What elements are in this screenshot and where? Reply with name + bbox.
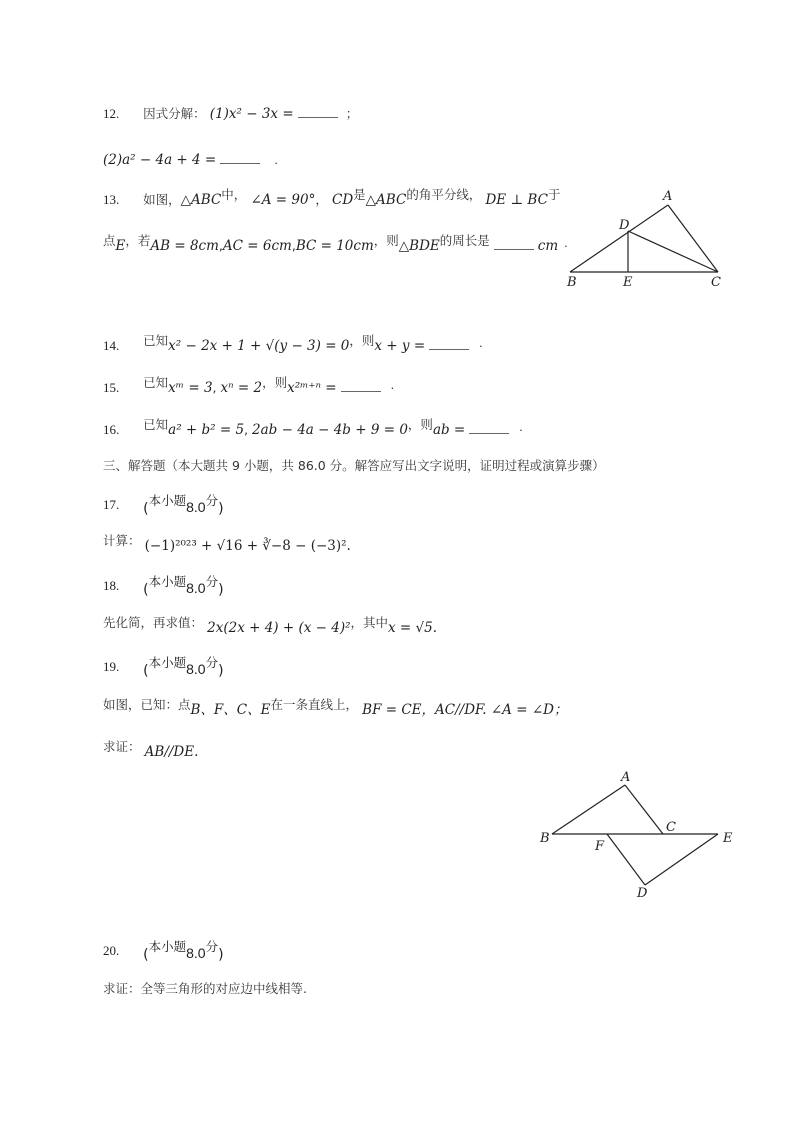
math-expression: (−1)²⁰²³ + √16 + ∛−8 − (−3)². bbox=[144, 538, 351, 554]
question-number: 16. bbox=[103, 422, 120, 437]
math-expression: AB = 8cm bbox=[150, 238, 219, 254]
punctuation: . bbox=[274, 154, 278, 167]
question-number: 12. bbox=[103, 106, 120, 121]
label-f: F bbox=[595, 839, 605, 854]
text: 计算： bbox=[103, 533, 141, 548]
text: 如图，已知：点 bbox=[103, 697, 191, 712]
question-number: 15. bbox=[103, 380, 120, 395]
answer-blank[interactable] bbox=[429, 348, 469, 350]
math-expression: AC = 6cm bbox=[222, 238, 292, 254]
text: 点 bbox=[103, 233, 116, 248]
text: ， bbox=[315, 192, 328, 207]
label-a: A bbox=[663, 189, 673, 204]
question-prompt: 因式分解： bbox=[143, 106, 206, 121]
section-3-heading bbox=[103, 456, 605, 477]
question-15: 15. 已知xᵐ = 3, xⁿ = 2，则x²ᵐ⁺ⁿ = · bbox=[103, 375, 395, 396]
label-c: C bbox=[666, 820, 676, 835]
question-17-header bbox=[103, 494, 224, 516]
label-e: E bbox=[723, 831, 733, 846]
question-number: 17. bbox=[103, 497, 120, 512]
text: ，若 bbox=[125, 233, 151, 248]
label-c: C bbox=[711, 275, 721, 290]
bfce-diagram bbox=[535, 768, 745, 903]
math-expression: B、F、C、E bbox=[190, 702, 271, 718]
text: 先化简，再求值： bbox=[103, 615, 204, 630]
text: 是 bbox=[353, 187, 366, 202]
text: ，则 bbox=[407, 417, 433, 432]
question-17-body bbox=[103, 533, 351, 557]
question-20-header bbox=[103, 940, 224, 962]
label-b: B bbox=[567, 275, 577, 290]
question-number: 18. bbox=[103, 578, 120, 593]
label-d: D bbox=[637, 886, 648, 901]
score-label: (本小题8.0分) bbox=[143, 939, 224, 963]
answer-blank[interactable] bbox=[494, 248, 534, 250]
triangle-figure-q13 bbox=[560, 185, 740, 299]
label-a: A bbox=[621, 770, 631, 785]
math-expression: △BDE bbox=[398, 238, 440, 254]
answer-blank[interactable] bbox=[298, 116, 338, 118]
text: 在一条直线上， bbox=[270, 697, 359, 712]
math-expression: xᵐ = 3 bbox=[168, 380, 213, 396]
question-12-line2 bbox=[103, 150, 278, 171]
question-number: 13. bbox=[103, 192, 120, 207]
math-expression: (2)a² − 4a + 4 = bbox=[103, 152, 217, 168]
math-expression: BF = CE，AC//DF. ∠A = ∠D； bbox=[362, 702, 568, 718]
text: 的周长是 bbox=[439, 233, 490, 248]
text: 中， bbox=[221, 187, 247, 202]
math-expression: x + y = bbox=[374, 338, 426, 354]
text: 求证： bbox=[103, 739, 141, 754]
math-expression: E bbox=[115, 238, 126, 254]
math-expression: (1)x² − 3x = bbox=[209, 106, 294, 122]
question-number: 19. bbox=[103, 659, 120, 674]
question-16: 16. 已知a² + b² = 5, 2ab − 4a − 4b + 9 = 0，则ab = · bbox=[103, 417, 523, 438]
text: 已知 bbox=[143, 375, 169, 390]
label-b: B bbox=[540, 831, 550, 846]
score-label: (本小题8.0分) bbox=[143, 574, 224, 598]
label-e: E bbox=[623, 275, 633, 290]
answer-blank[interactable] bbox=[341, 390, 381, 392]
score-label: (本小题8.0分) bbox=[143, 493, 224, 517]
question-18-header bbox=[103, 575, 224, 597]
text: 已知 bbox=[143, 417, 169, 432]
question-19-body bbox=[103, 697, 568, 721]
triangle-abc-diagram bbox=[560, 185, 740, 295]
text: 求证：全等三角形的对应边中线相等. bbox=[103, 981, 307, 996]
question-14: 14. 已知x² − 2x + 1 + √(y − 3) = 0，则x + y = · bbox=[103, 333, 483, 354]
text: 如图， bbox=[143, 192, 181, 207]
text: ，则 bbox=[349, 333, 375, 348]
math-expression: ab = bbox=[432, 422, 466, 438]
question-12-line1 bbox=[103, 104, 358, 125]
question-number: 20. bbox=[103, 943, 120, 958]
math-expression: 2x(2x + 4) + (x − 4)² bbox=[207, 620, 351, 636]
unit-label: cm bbox=[537, 238, 559, 254]
question-18-body bbox=[103, 615, 438, 639]
question-number: 14. bbox=[103, 338, 120, 353]
text: 的角平分线， bbox=[406, 187, 482, 202]
math-expression: △ABC bbox=[180, 192, 222, 208]
text: 于 bbox=[547, 187, 561, 202]
parallel-figure-q19 bbox=[535, 768, 745, 907]
question-19-header bbox=[103, 656, 224, 678]
text: ，则 bbox=[262, 375, 288, 390]
math-expression: AB//DE. bbox=[144, 744, 199, 760]
math-expression: xⁿ = 2 bbox=[220, 380, 263, 396]
question-13-line2: 点E，若AB = 8cm,AC = 6cm,BC = 10cm，则△BDE的周长是 cm · bbox=[103, 233, 568, 254]
section-title: 三、解答题（本大题共 9 小题，共 86.0 分。解答应写出文字说明，证明过程或演算步骤） bbox=[103, 458, 605, 473]
text: ，则 bbox=[373, 233, 399, 248]
math-expression: a² + b² = 5 bbox=[168, 422, 245, 438]
math-expression: ∠A = 90° bbox=[250, 192, 316, 208]
math-expression: BC = 10cm bbox=[295, 238, 374, 254]
question-13-line1 bbox=[103, 187, 561, 211]
math-expression: 2ab − 4a − 4b + 9 = 0 bbox=[252, 422, 408, 438]
question-19-prove bbox=[103, 739, 199, 763]
text: ，其中 bbox=[350, 615, 389, 630]
score-label: (本小题8.0分) bbox=[143, 655, 224, 679]
math-expression: DE ⊥ BC bbox=[485, 192, 548, 208]
math-expression: CD bbox=[332, 192, 354, 208]
answer-blank[interactable] bbox=[220, 162, 260, 164]
punctuation: ； bbox=[345, 106, 359, 121]
question-20-body bbox=[103, 979, 307, 1000]
text: 已知 bbox=[143, 333, 169, 348]
math-expression: x²ᵐ⁺ⁿ = bbox=[287, 380, 337, 396]
math-expression: △ABC bbox=[365, 192, 407, 208]
answer-blank[interactable] bbox=[469, 432, 509, 434]
math-expression: x² − 2x + 1 + √(y − 3) = 0 bbox=[168, 338, 350, 354]
label-d: D bbox=[619, 218, 630, 233]
math-expression: x = √5. bbox=[388, 620, 438, 636]
